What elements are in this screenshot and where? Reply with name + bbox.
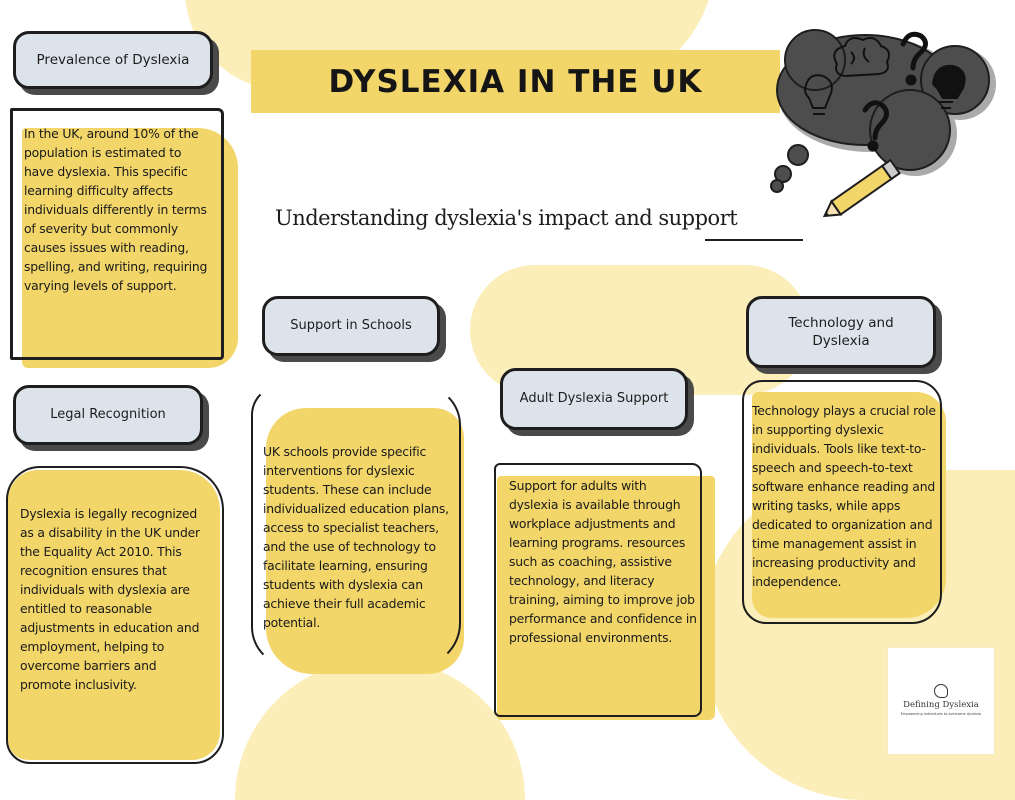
section-text-adult: Support for adults with dyslexia is available through workplace adjustments and learning programs. resources such as coaching, assistive technology, and literacy training, aiming to improve job performance and confidence in professional environments. <box>509 478 697 645</box>
subtitle-underline <box>705 239 803 241</box>
logo-tagline: Empowering individuals to overcome dyslexia <box>900 712 982 716</box>
heading-adult-dyslexia-support: Adult Dyslexia Support <box>500 368 688 430</box>
background-blob-bottom <box>235 660 525 800</box>
section-text-legal: Dyslexia is legally recognized as a disability in the UK under the Equality Act 2010. This recognition ensures that individuals with dyslexia are entitled to reasonable adjustments in education and employment, helping to overcome barriers and promote inclusivity. <box>20 506 200 692</box>
logo-head-icon <box>934 684 948 698</box>
page-title: DYSLEXIA IN THE UK <box>328 63 703 100</box>
heading-technology-and-dyslexia: Technology and Dyslexia <box>746 296 936 368</box>
heading-support-in-schools: Support in Schools <box>262 296 440 356</box>
section-text-technology: Technology plays a crucial role in supporting dyslexic individuals. Tools like text-to-speech and speech-to-text software enhance reading and writing tasks, while apps dedicated to organization and time management assist in increasing productivity and independence. <box>752 403 936 589</box>
logo-box <box>888 648 994 754</box>
logo-name: Defining Dyslexia <box>903 700 979 710</box>
page-subtitle: Understanding dyslexia's impact and support <box>275 206 738 230</box>
pencil-icon <box>815 152 910 230</box>
section-text-prevalence: In the UK, around 10% of the population is estimated to have dyslexia. This specific learning difficulty affects individuals differently in terms of severity but commonly causes issues with reading, spelling, and writing, requiring varying levels of support. <box>24 126 208 293</box>
heading-legal-recognition: Legal Recognition <box>13 385 203 445</box>
section-text-schools: UK schools provide specific interventions for dyslexic students. These can include individualized education plans, access to specialist teachers, and the use of technology to facilitate learning, ensuring students with dyslexia can achieve their full academic potential. <box>263 444 449 630</box>
heading-prevalence-of-dyslexia: Prevalence of Dyslexia <box>13 31 213 89</box>
